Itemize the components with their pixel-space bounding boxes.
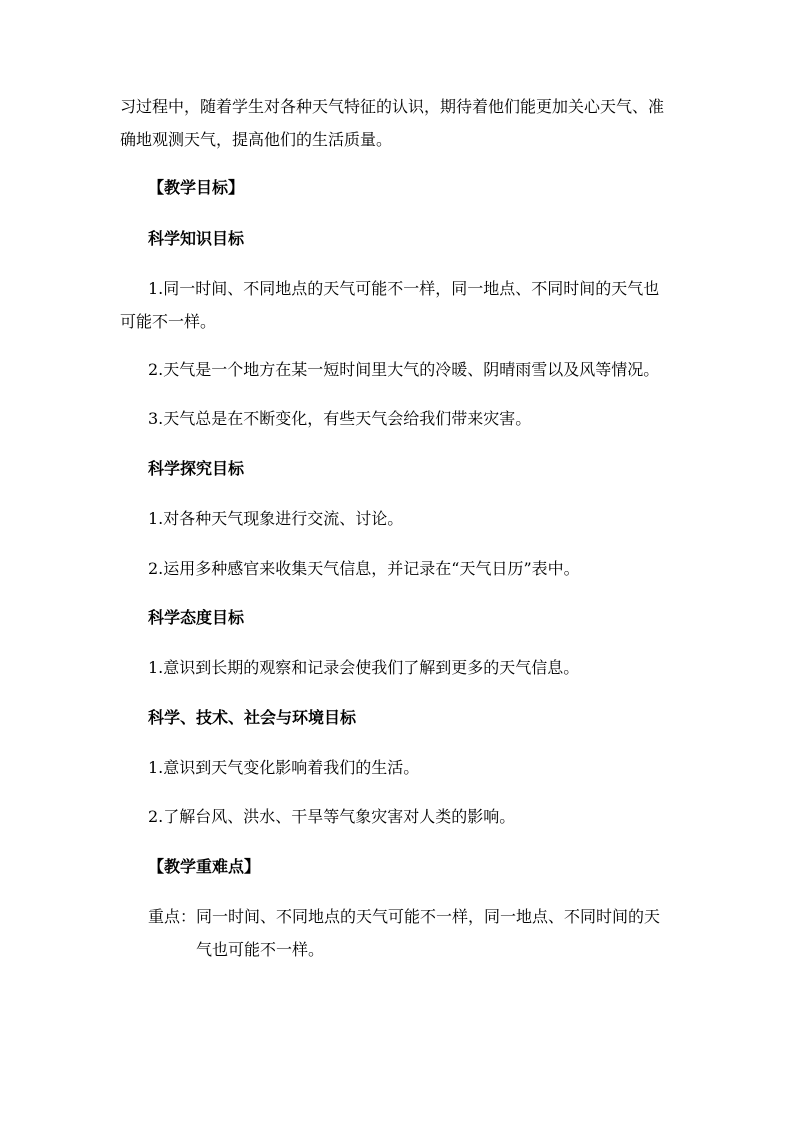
knowledge-item-2: 2.天气是一个地方在某一短时间里大气的冷暖、阴晴雨雪以及风等情况。 bbox=[148, 360, 660, 379]
key-point-line-1: 同一时间、不同地点的天气可能不一样，同一地点、不同时间的天 bbox=[196, 907, 661, 926]
inquiry-item-2: 2.运用多种感官来收集天气信息，并记录在“天气日历”表中。 bbox=[148, 559, 580, 578]
knowledge-item-1-line-1: 1.同一时间、不同地点的天气可能不一样，同一地点、不同时间的天气也 bbox=[148, 279, 660, 298]
intro-line-1: 习过程中，随着学生对各种天气特征的认识，期待着他们能更加关心天气、准 bbox=[120, 97, 665, 116]
attitude-heading: 科学态度目标 bbox=[148, 608, 245, 627]
sts-item-2: 2.了解台风、洪水、干旱等气象灾害对人类的影响。 bbox=[148, 807, 516, 826]
key-points-heading: 【教学重难点】 bbox=[148, 857, 261, 876]
knowledge-item-1-line-2: 可能不一样。 bbox=[120, 312, 217, 331]
knowledge-item-3: 3.天气总是在不断变化，有些天气会给我们带来灾害。 bbox=[148, 409, 532, 428]
intro-line-2: 确地观测天气，提高他们的生活质量。 bbox=[120, 130, 393, 149]
key-point-row bbox=[148, 907, 660, 927]
sts-item-1: 1.意识到天气变化影响着我们的生活。 bbox=[148, 758, 420, 777]
key-point-line-2: 气也可能不一样。 bbox=[196, 940, 325, 959]
attitude-item-1: 1.意识到长期的观察和记录会使我们了解到更多的天气信息。 bbox=[148, 658, 580, 677]
key-point-label: 重点： bbox=[148, 907, 197, 926]
inquiry-item-1: 1.对各种天气现象进行交流、讨论。 bbox=[148, 509, 404, 528]
sts-heading: 科学、技术、社会与环境目标 bbox=[148, 708, 357, 727]
objectives-heading: 【教学目标】 bbox=[148, 178, 245, 197]
inquiry-heading: 科学探究目标 bbox=[148, 459, 245, 478]
knowledge-heading: 科学知识目标 bbox=[148, 229, 245, 248]
